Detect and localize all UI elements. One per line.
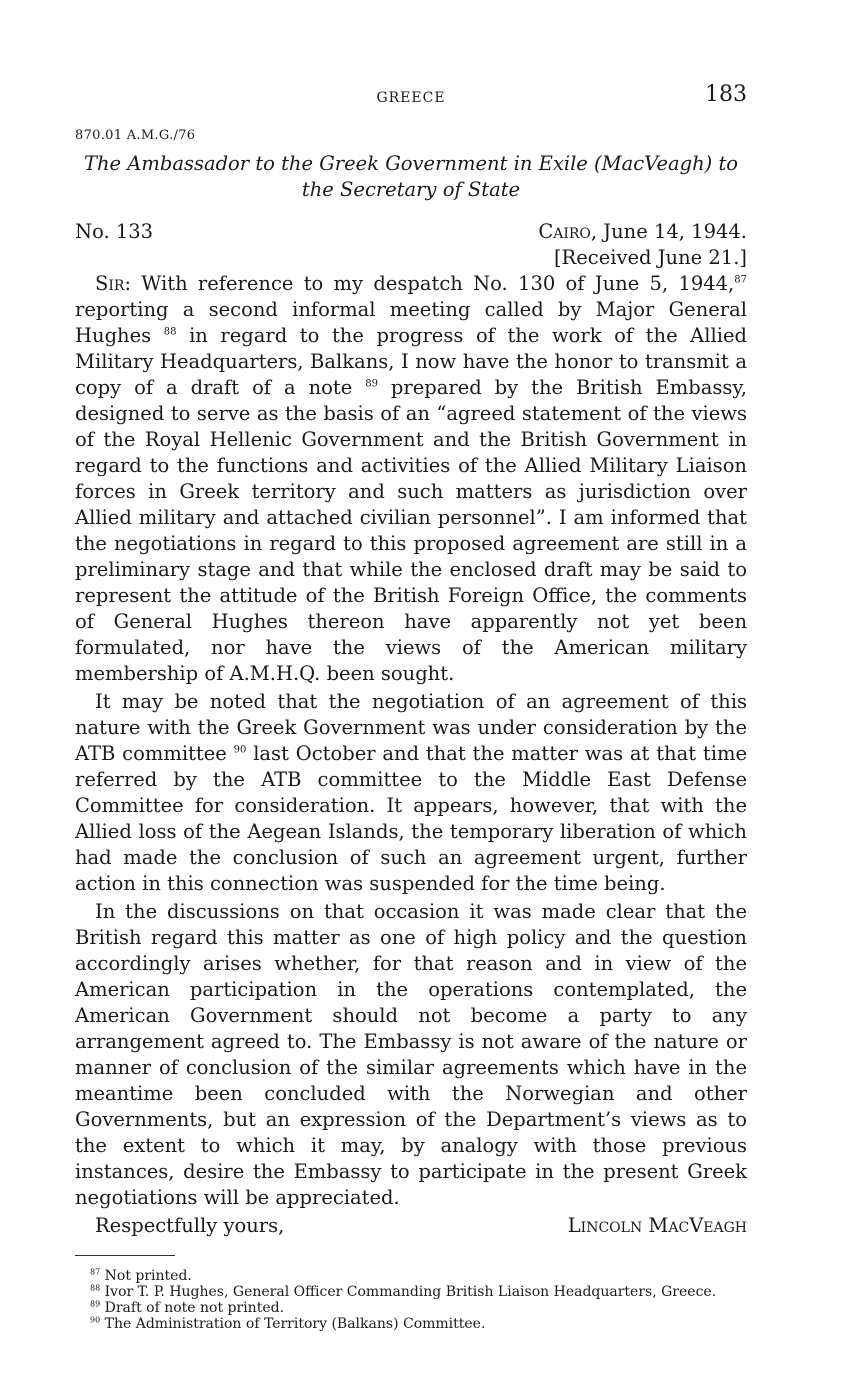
file-reference: 870.01 A.M.G./76 <box>75 128 196 143</box>
document-title-line-2: the Secretary of State <box>301 178 521 201</box>
footnote-ref-88: 88 <box>163 326 177 338</box>
letter-body <box>75 271 747 1211</box>
document-page <box>75 82 747 1332</box>
running-title: GREECE <box>376 90 446 106</box>
despatch-date: June 14, 1944. <box>597 220 747 243</box>
footnote-mark-90: 90 <box>90 1315 101 1325</box>
paragraph-1 <box>75 271 747 687</box>
despatch-number: No. 133 <box>75 220 154 243</box>
page-number: 183 <box>705 82 747 107</box>
signature: Lincoln MacVeagh <box>567 1214 747 1237</box>
paragraph-3: In the discussions on that occasion it was made clear that the British regard this matter as one of high policy and the question accordingly arises whether, for that reason and in view of the American participation in the operations contemplated, the American Government should not become a party to any arrangement agreed to. The Embassy is not aware of the nature or manner of conclusion of the similar agreements which have in the meantime been concluded with the Norwegian and other Governments, but an expression of the Department’s views as to the extent to which it may, by analogy with those previous instances, desire the Embassy to participate in the present Greek negotiations will be appreciated. <box>75 900 747 1209</box>
running-header <box>75 82 747 114</box>
footnote-text-89: Draft of note not printed. <box>100 1300 285 1316</box>
footnote-88 <box>75 1284 747 1300</box>
document-title-line-1: The Ambassador to the Greek Government in Exile (MacVeagh) to <box>83 152 739 175</box>
footnote-89 <box>75 1300 747 1316</box>
paragraph-1-text-b: reporting a second informal meeting called by Major General Hughes <box>75 298 747 347</box>
footnote-mark-88: 88 <box>90 1283 101 1293</box>
paragraph-1-text-c: in regard to the progress of the work of the Allied Military Headquarters, Balkans, I now have the honor to transmit a copy of a draft of a note <box>75 324 748 399</box>
despatch-meta <box>75 219 747 245</box>
received-date: [Received June 21.] <box>553 246 747 269</box>
despatch-dateline <box>538 219 747 245</box>
footnotes <box>75 1268 747 1332</box>
footnote-87 <box>75 1268 747 1284</box>
footnote-ref-90: 90 <box>233 744 247 756</box>
paragraph-1-text-a: : With reference to my despatch No. 130 of June 5, 1944, <box>124 272 735 295</box>
closing: Respectfully yours, <box>95 1214 285 1237</box>
footnote-ref-89: 89 <box>365 378 378 390</box>
paragraph-1-text-d: prepared by the British Embassy, designed to serve as the basis of an “agreed statement of the views of the Royal Hellenic Government and the British Government in regard to the functions and activities of the Allied Military Liaison forces in Greek territory and such matters as jurisdiction over Allied military and attached civilian personnel”. I am informed that the negotiations in regard to this proposed agreement are still in a preliminary stage and that while the enclosed draft may be said to represent the attitude of the British Foreign Office, the comments of General Hughes thereon have apparently not yet been formulated, nor have the views of the American military membership of A.M.H.Q. been sought. <box>75 376 747 685</box>
footnote-divider <box>75 1255 175 1256</box>
footnote-90 <box>75 1316 747 1332</box>
footnote-mark-89: 89 <box>90 1299 101 1309</box>
sign-off <box>75 1213 747 1239</box>
salutation: Sir <box>95 272 125 295</box>
footnote-text-87: Not printed. <box>100 1268 192 1284</box>
document-title <box>75 151 747 203</box>
despatch-place: Cairo, <box>538 220 598 243</box>
paragraph-2-text-a: It may be noted that the negotiation of an agreement of this nature with the Greek Government was under consideration by the ATB committee <box>75 690 747 765</box>
paragraph-2 <box>75 689 747 897</box>
footnote-text-88: Ivor T. P. Hughes, General Officer Commanding British Liaison Headquarters, Greece. <box>100 1284 717 1300</box>
footnote-ref-87: 87 <box>734 274 747 286</box>
footnote-mark-87: 87 <box>90 1267 101 1277</box>
footnote-text-90: The Administration of Territory (Balkans) Committee. <box>100 1316 486 1332</box>
paragraph-2-text-b: last October and that the matter was at that time referred by the ATB committee to the Middle East Defense Committee for consideration. It appears, however, that with the Allied loss of the Aegean Islands, the temporary liberation of which had made the conclusion of such an agreement urgent, further action in this connection was suspended for the time being. <box>75 742 747 895</box>
